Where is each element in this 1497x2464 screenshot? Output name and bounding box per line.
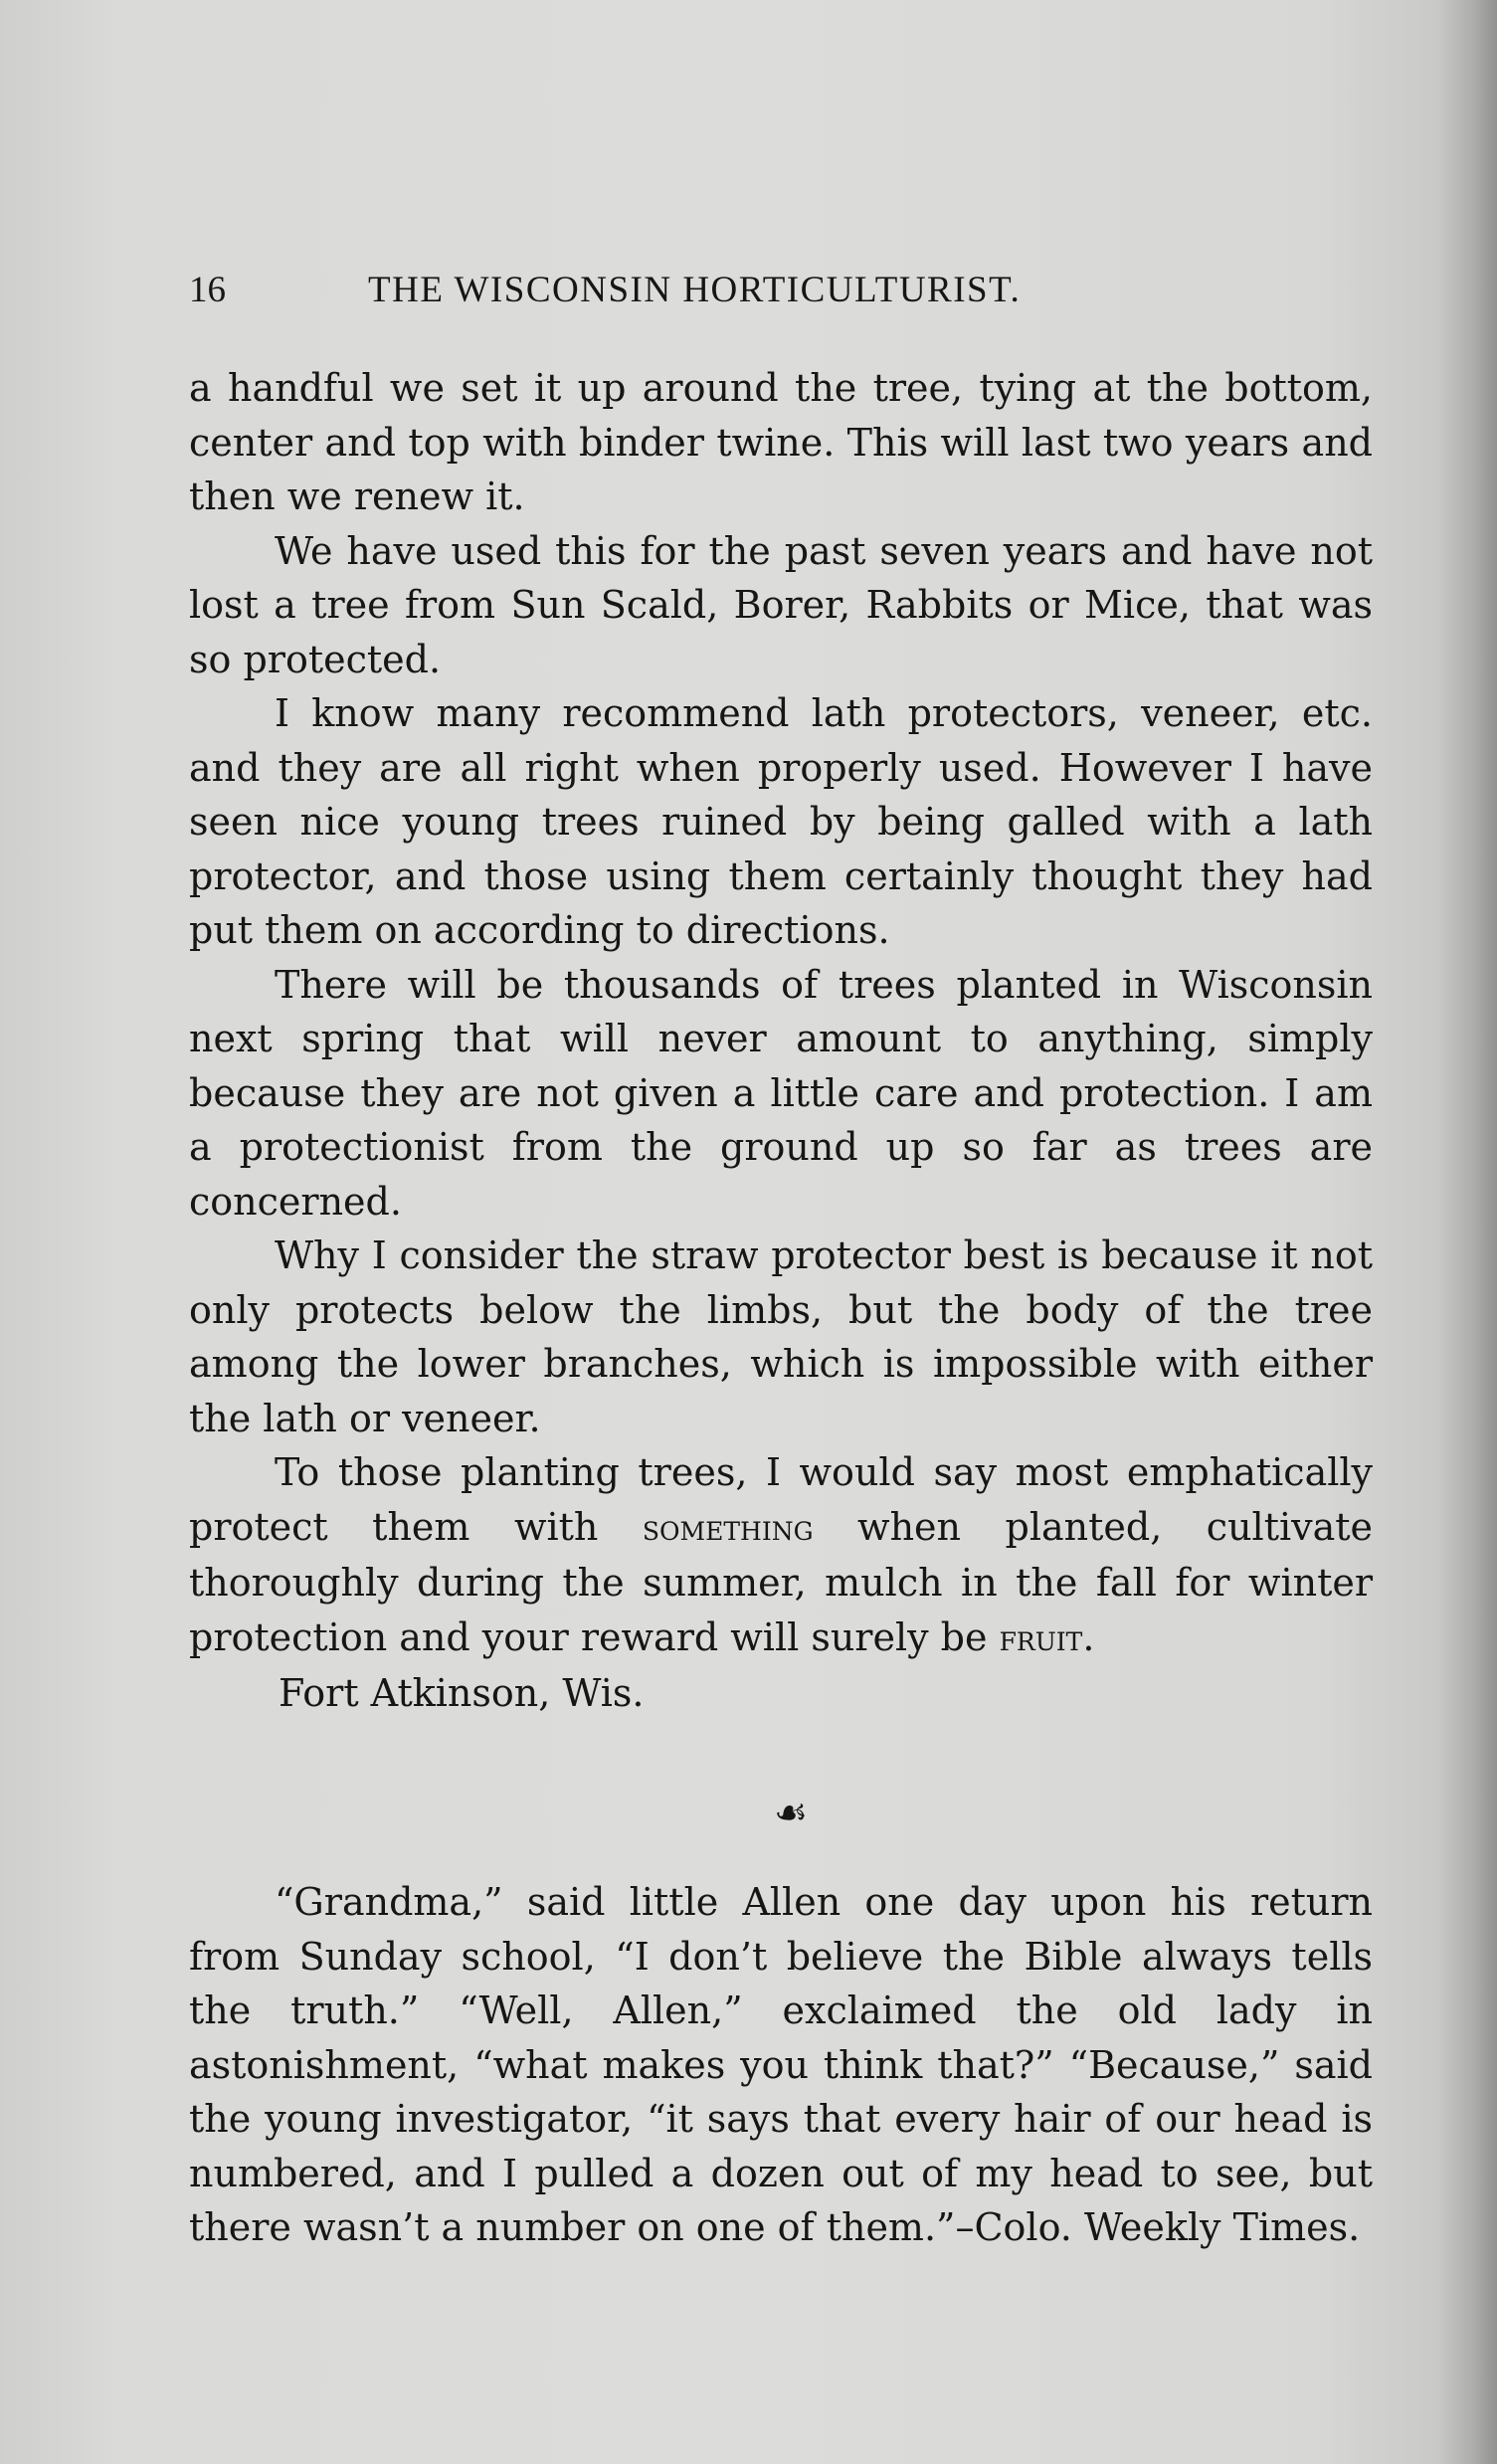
- paragraph-5: Why I consider the straw protector best is because it not only protects below the limbs, but the body of the tree among the lower branches, which is impossible with either the lath or veneer.: [189, 1233, 1373, 1440]
- page-header: [189, 269, 1383, 328]
- paragraph-4: There will be thousands of trees planted in Wisconsin next spring that will never amount to anything, simply because they are not given a little care and protection. I am a protectionist from the ground up so far as trees are concerned.: [189, 962, 1373, 1224]
- fleuron-ornament-icon: ☙: [774, 1791, 809, 1834]
- paragraph-2: We have used this for the past seven years and have not lost a tree from Sun Scald, Borer, Rabbits or Mice, that was so protected.: [189, 528, 1373, 681]
- paragraph-6-text-c: .: [1082, 1614, 1095, 1659]
- paragraph-6: [189, 1445, 1373, 1666]
- anecdote-block: [189, 1875, 1373, 2255]
- emphasis-something: something: [642, 1507, 814, 1549]
- page-number: 16: [189, 270, 226, 310]
- anecdote-paragraph: “Grandma,” said little Allen one day upon his return from Sunday school, “I don’t believe the Bible always tells the truth.” “Well, Allen,” exclaimed the old lady in astonishment, “what makes you think that?” “Because,” said the young investigator, “it says that every hair of our head is numbered, and I pulled a dozen out of my head to see, but there wasn’t a number on one of them.”–Colo. Weekly Times.: [189, 1880, 1373, 2249]
- article-body: [189, 361, 1373, 1721]
- emphasis-fruit: fruit: [999, 1617, 1083, 1659]
- page-spine-shadow: [1437, 0, 1497, 2464]
- paragraph-6-text-b: when planted, cultivate thoroughly during the summer, mulch in the fall for winter protection and your reward will surely be: [189, 1504, 1373, 1659]
- running-title: THE WISCONSIN HORTICULTURIST.: [368, 270, 1022, 310]
- paragraph-3: I know many recommend lath protectors, veneer, etc. and they are all right when properly used. However I have seen nice young trees ruined by being galled with a lath protector, and those using them certainly thought they had put them on according to directions.: [189, 691, 1373, 952]
- paragraph-6-text-a: To those planting trees, I would say most emphatically protect them with: [189, 1450, 1373, 1549]
- paragraph-1: a handful we set it up around the tree, tying at the bottom, center and top with binder twine. This will last two years and then we renew it.: [189, 366, 1373, 518]
- signoff-location: Fort Atkinson, Wis.: [279, 1671, 645, 1715]
